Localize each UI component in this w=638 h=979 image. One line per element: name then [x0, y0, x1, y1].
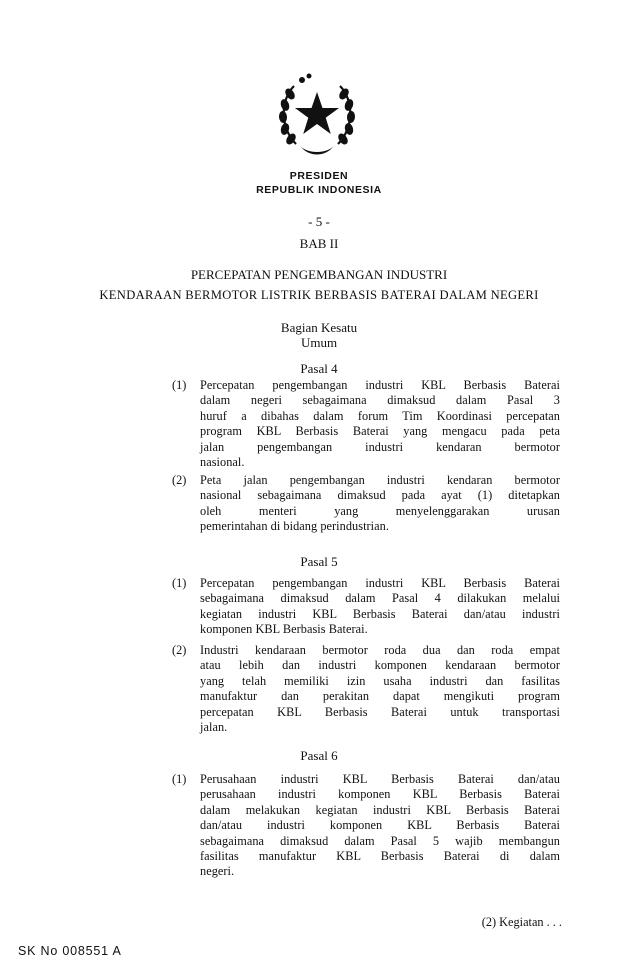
text-line: oleh menteri yang menyelenggarakan urusan: [200, 503, 560, 518]
page-number: - 5 -: [308, 214, 330, 229]
chapter-title-line-2: KENDARAAN BERMOTOR LISTRIK BERBASIS BATERAI DALAM NEGERI: [99, 288, 539, 302]
paragraph-number: (2): [172, 473, 187, 487]
text-line: kegiatan industri KBL Berbasis Baterai dan/atau industri: [200, 606, 560, 621]
text-line: Peta jalan pengembangan industri kendaran bermotor: [200, 473, 560, 487]
text-line: nasional.: [200, 455, 245, 470]
article-title: Pasal 5: [300, 554, 338, 569]
text-line: fasilitas manufaktur KBL Berbasis Baterai di dalam: [200, 849, 560, 864]
chapter-label: BAB II: [299, 236, 339, 251]
paragraph-number: (1): [172, 378, 187, 392]
paragraph-number: (2): [172, 643, 187, 657]
text-line: dalam negeri sebagaimana dimaksud dalam Pasal 3: [200, 393, 560, 408]
header-presiden: PRESIDEN: [289, 170, 349, 182]
text-line: manufaktur dan perakitan dapat mengikuti program: [200, 689, 560, 704]
paragraph-text: [200, 378, 560, 470]
text-line: jalan.: [200, 720, 228, 735]
text-line: komponen KBL Berbasis Baterai.: [200, 622, 368, 637]
text-line: Industri kendaraan bermotor roda dua dan roda empat: [200, 643, 560, 657]
text-line: nasional sebagaimana dimaksud pada ayat (1) ditetapkan: [200, 488, 560, 503]
paragraph-text: [200, 643, 560, 735]
text-line: sebagaimana dimaksud dalam Pasal 4 dilakukan melalui: [200, 591, 560, 606]
text-line: sebagaimana dimaksud dalam Pasal 5 wajib membangun: [200, 833, 560, 848]
text-line: jalan pengembangan industri kendaran bermotor: [200, 439, 560, 454]
paragraph-number: (1): [172, 772, 187, 786]
text-line: yang telah memiliki izin usaha industri dan fasilitas: [200, 673, 560, 688]
paragraph-text: [200, 576, 560, 638]
text-line: percepatan KBL Berbasis Baterai untuk transportasi: [200, 704, 560, 719]
state-emblem-icon: [272, 70, 362, 162]
text-line: Perusahaan industri KBL Berbasis Baterai dan/atau: [200, 772, 560, 786]
article-title: Pasal 4: [300, 361, 338, 376]
text-line: program KBL Berbasis Baterai yang mengacu pada peta: [200, 424, 560, 439]
text-line: Percepatan pengembangan industri KBL Berbasis Baterai: [200, 576, 560, 590]
text-line: pemerintahan di bidang perindustrian.: [200, 519, 389, 534]
section-name: Umum: [300, 335, 338, 350]
text-line: atau lebih dan industri komponen kendaraan bermotor: [200, 658, 560, 673]
section-label: Bagian Kesatu: [280, 320, 358, 335]
text-line: negeri.: [200, 864, 235, 879]
text-line: dalam melakukan kegiatan industri KBL Berbasis Baterai: [200, 802, 560, 817]
article-title: Pasal 6: [300, 748, 338, 763]
chapter-title-line-1: PERCEPATAN PENGEMBANGAN INDUSTRI: [190, 267, 448, 282]
next-page-catchword: (2) Kegiatan . . .: [481, 915, 562, 929]
text-line: Percepatan pengembangan industri KBL Berbasis Baterai: [200, 378, 560, 392]
sk-number: SK No 008551 A: [18, 944, 122, 958]
paragraph-number: (1): [172, 576, 187, 590]
text-line: huruf a dibahas dalam forum Tim Koordinasi percepatan: [200, 408, 560, 423]
text-line: dan/atau industri komponen KBL Berbasis Baterai: [200, 818, 560, 833]
paragraph-text: [200, 772, 560, 880]
header-republik-indonesia: REPUBLIK INDONESIA: [256, 184, 382, 196]
paragraph-text: [200, 473, 560, 535]
text-line: perusahaan industri komponen KBL Berbasis Baterai: [200, 787, 560, 802]
